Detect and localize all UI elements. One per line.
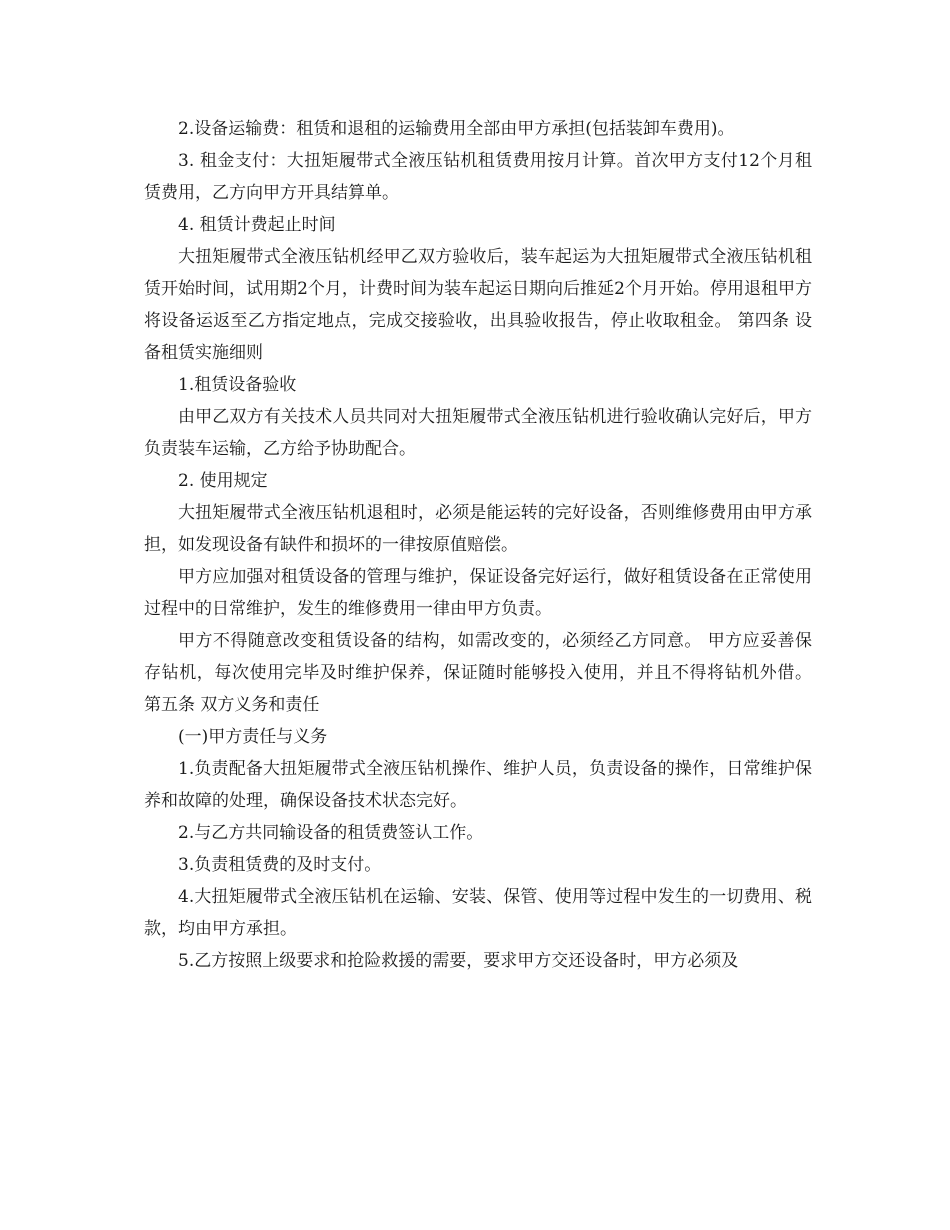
paragraph-usage-heading: 2. 使用规定: [178, 471, 268, 491]
paragraph-billing-period-heading: 4. 租赁计费起止时间: [178, 215, 336, 235]
paragraph-usage-structure: 甲方不得随意改变租赁设备的结构，如需改变的，必须经乙方同意。 甲方应妥善保存钻机，每次使用完毕及时维护保养，保证随时能够投入使用，并且不得将钻机外借。 第五条 双方义务和责任: [144, 631, 812, 715]
paragraph-party-a-heading: (一)甲方责任与义务: [178, 727, 328, 747]
paragraph-acceptance-heading: 1.租赁设备验收: [178, 375, 297, 395]
paragraph-transport-fee: 2.设备运输费：租赁和退租的运输费用全部由甲方承担(包括装卸车费用)。: [178, 119, 735, 139]
paragraph-party-a-item-3: 3.负责租赁费的及时支付。: [178, 855, 382, 875]
paragraph-billing-period: 大扭矩履带式全液压钻机经甲乙双方验收后，装车起运为大扭矩履带式全液压钻机租赁开始时间，试用期2个月，计费时间为装车起运日期向后推延2个月开始。停用退租甲方将设备运返至乙方指定地点，完成交接验收，出具验收报告，停止收取租金。 第四条 设备租赁实施细则: [144, 247, 812, 363]
paragraph-party-a-item-4: 4.大扭矩履带式全液压钻机在运输、安装、保管、使用等过程中发生的一切费用、税款，均由甲方承担。: [144, 887, 812, 939]
paragraph-usage-maintenance: 甲方应加强对租赁设备的管理与维护，保证设备完好运行，做好租赁设备在正常使用过程中的日常维护，发生的维修费用一律由甲方负责。: [144, 567, 812, 619]
document-page: [144, 113, 812, 977]
paragraph-acceptance: 由甲乙双方有关技术人员共同对大扭矩履带式全液压钻机进行验收确认完好后，甲方负责装车运输，乙方给予协助配合。: [144, 407, 812, 459]
paragraph-rent-payment: 3. 租金支付：大扭矩履带式全液压钻机租赁费用按月计算。首次甲方支付12个月租赁费用，乙方向甲方开具结算单。: [144, 151, 812, 203]
paragraph-usage-return: 大扭矩履带式全液压钻机退租时，必须是能运转的完好设备，否则维修费用由甲方承担，如发现设备有缺件和损坏的一律按原值赔偿。: [144, 503, 812, 555]
paragraph-party-a-item-5: 5.乙方按照上级要求和抢险救援的需要，要求甲方交还设备时，甲方必须及: [178, 951, 739, 971]
paragraph-party-a-item-2: 2.与乙方共同输设备的租赁费签认工作。: [178, 823, 484, 843]
paragraph-party-a-item-1: 1.负责配备大扭矩履带式全液压钻机操作、维护人员，负责设备的操作，日常维护保养和故障的处理，确保设备技术状态完好。: [144, 759, 812, 811]
